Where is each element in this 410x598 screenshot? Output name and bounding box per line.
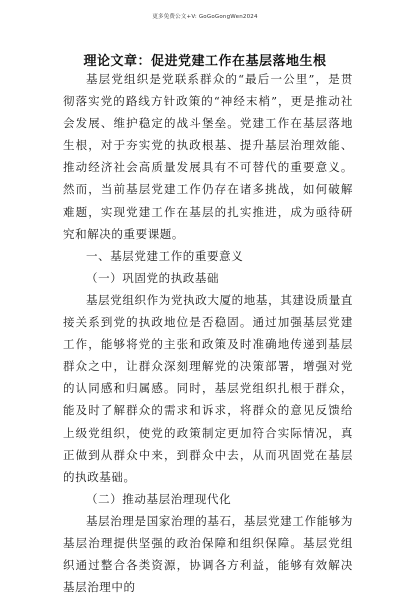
header-watermark: 更多免费公文+V: GoGoGongWen2024 — [152, 14, 258, 20]
subsection-heading-1-1: （一）巩固党的执政基础 — [86, 270, 220, 285]
body-paragraph-1: 基层党组织作为党执政大厦的地基，其建设质量直接关系到党的执政地位是否稳固。通过加强基层党建工作，能够将党的主张和政策及时准确地传递到基层群众之中，让群众深刻理解党的决策部署，增强对党的认同感和归属感。同时，基层党组织扎根于群众，能及时了解群众的需求和诉求，将群众的意见反馈给上级党组织，使党的政策制定更加符合实际情况，真正做到从群众中来，到群众中去，从而巩固党在基层的执政基础。 — [63, 292, 353, 484]
document-title: 理论文章：促进党建工作在基层落地生根 — [83, 54, 327, 69]
document-body — [63, 68, 353, 598]
subsection-heading-1-2: （二）推动基层治理现代化 — [86, 491, 232, 506]
intro-paragraph: 基层党组织是党联系群众的“最后一公里”，是贯彻落实党的路线方针政策的“神经末梢”，更是推动社会发展、维护稳定的战斗堡垒。党建工作在基层落地生根，对于夯实党的执政根基、提升基层治理效能、推动经济社会高质量发展具有不可替代的重要意义。然而，当前基层党建工作仍存在诸多挑战，如何破解难题，实现党建工作在基层的扎实推进，成为亟待研究和解决的重要课题。 — [63, 72, 353, 241]
section-heading-1: 一、基层党建工作的重要意义 — [86, 248, 244, 263]
body-paragraph-2: 基层治理是国家治理的基石，基层党建工作能够为基层治理提供坚强的政治保障和组织保障。基层党组织通过整合各类资源，协调各方利益，能够有效解决基层治理中的 — [63, 513, 353, 595]
